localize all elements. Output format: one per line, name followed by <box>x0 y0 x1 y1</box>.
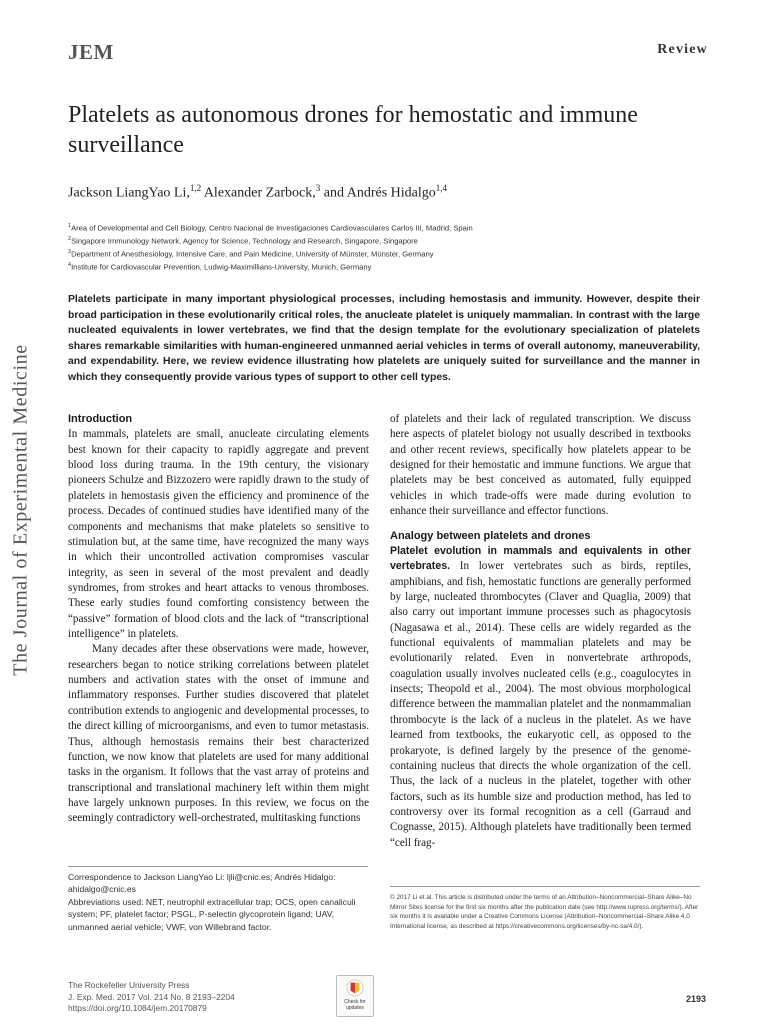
side-journal-title-text: The Journal of Experimental Medicine <box>9 344 32 676</box>
affiliation-item: $^4$Institute for Cardiovascular Prevention, Ludwig-Maximillians-University, Munich, Germany <box>68 261 372 272</box>
side-journal-title <box>6 330 36 690</box>
section-heading-introduction: Introduction <box>68 413 133 425</box>
publisher-info <box>68 980 235 1015</box>
paragraph: of platelets and their lack of regulated transcription. We discuss here aspects of platelet biology not usually described in textbooks and other recent reviews, specifically how platelets appear to be designed for their hemostatic and immune functions. We argue that platelets may be best conceived as automated, fully equipped vehicles in which trade-offs were made during evolution to enhance their surveillance and effector functions. <box>390 413 691 518</box>
publisher-name: The Rockefeller University Press <box>68 980 190 990</box>
paragraph: In mammals, platelets are small, anucleate circulating elements best known for their capacity to rapidly aggregate and prevent blood loss during trauma. In the 19th century, the visionary pioneers Schulze and Bizzozero were rapidly drawn to the study of platelets in hemostasis given the efficiency and prominence of the process. Decades of continued studies have identified many of the components and mechanisms that make platelets so sensitive to stimulation but, at the same time, have recognized the many ways in which their uncontrolled activation compromises vascular integrity, as seen in several of the most prevalent and deadly syndromes, from strokes and heart attacks to venous thromboses. These early studies found comforting consistency between the “passive” formation of blood clots and the lack of “transcriptional intelligence” in platelets. <box>68 428 369 641</box>
abbreviations-note: Abbreviations used: NET, neutrophil extracellular trap; OCS, open canaliculi system; PF, platelet factor; PSGL, P-selectin glycoprotein ligand; UAV, unmanned aerial vehicle; VWF, von Willebrand factor. <box>68 897 356 932</box>
section-tag: Review <box>657 42 708 57</box>
footnote-divider <box>68 866 368 867</box>
author-name: Alexander Zarbock, <box>201 185 316 201</box>
license-divider <box>390 886 700 887</box>
paragraph-evolution <box>390 544 691 851</box>
crossmark-label: Check for updates <box>344 999 366 1011</box>
license-note: © 2017 Li et al. This article is distributed under the terms of an Attribution–Noncommercial–Share Alike–No Mirror Sites license for the first six months after the publication date (see http://www.rupress.org/terms/). After six months it is available under a Creative Commons License (Attribution–Noncommercial–Share Alike 4.0 International license, as described at https://creativecommons.org/licenses/by-nc-sa/4.0/). <box>390 894 699 930</box>
author-affiliation-sup: 1,4 <box>435 183 448 193</box>
body-column-left <box>68 412 369 827</box>
crossmark-icon <box>346 979 364 997</box>
doi-link[interactable]: https://doi.org/10.1084/jem.20170879 <box>68 1003 207 1014</box>
check-for-updates-badge[interactable] <box>336 975 374 1017</box>
author-name: and Andrés Hidalgo <box>320 185 436 201</box>
correspondence-note: Correspondence to Jackson LiangYao Li: ljli@cnic.es; Andrés Hidalgo: ahidalgo@cnic.es <box>68 872 336 895</box>
author-affiliation-sup: 3 <box>315 183 321 193</box>
author-affiliation-sup: 1,2 <box>189 183 202 193</box>
affiliation-item: $^2$Singapore Immunology Network, Agency for Science, Technology and Research, Singapore, Singapore <box>68 235 418 246</box>
abstract: Platelets participate in many important physiological processes, including hemostasis and immunity. However, despite their broad participation in these evolutionarily critical roles, the anucleate platelet is uniquely mammalian. In contrast with the large nucleated equivalents in lower vertebrates, we find that the design template for the evolutionary specialization of platelets shares remarkable similarities with human-engineered unmanned aerial vehicles in terms of overall autonomy, maneuverability, and expendability. Here, we review evidence illustrating how platelets are uniquely suited for surveillance and the manner in which they consequently provide various types of support to other cell types. <box>68 294 700 383</box>
run-in-heading: Platelet evolution in mammals and equivalents in other vertebrates. <box>390 544 691 573</box>
paragraph: Many decades after these observations were made, however, researchers began to notice striking correlations between platelet numbers and activation states with the onset of immune and inflammatory responses. Further studies discovered that platelet contribution extends to angiogenic and developmental processes, to the direct killing of microorganisms, and even to tumor metastasis. Thus, although hemostasis remains their best characterized function, we now know that platelets are used for many additional tasks in the organism. It follows that the vast array of proteins and transcriptional and translational machinery left within them might have largely unknown purposes. In this review, we focus on the seemingly contradictory well-orchestrated, multitasking functions <box>68 643 369 825</box>
affiliation-item: $^1$Area of Developmental and Cell Biology, Centro Nacional de Investigaciones Cardiovasculares Carlos III, Madrid, Spain <box>68 223 473 233</box>
author-list <box>68 183 447 202</box>
affiliation-item: $^3$Department of Anesthesiology, Intensive Care, and Pain Medicine, University of Münster, Münster, Germany <box>68 248 434 259</box>
author-name: Jackson LiangYao Li, <box>68 185 190 201</box>
article-title: Platelets as autonomous drones for hemostatic and immune surveillance <box>68 102 638 158</box>
citation-line: J. Exp. Med. 2017 Vol. 214 No. 8 2193–2204 <box>68 991 235 1002</box>
journal-logo: JEM <box>68 40 114 64</box>
affiliation-list <box>68 221 708 273</box>
paragraph-text: In lower vertebrates such as birds, reptiles, amphibians, and fish, hemostatic functions are generally performed by large, nucleated thrombocytes (Claver and Quaglia, 2009) that also carry out important immune processes such as phagocytosis (Nagasawa et al., 2014). These cells are widely regarded as the functional equivalents of mammalian platelets and may be evolutionarily related. Even in nonvertebrate arthropods, coagulation usually involves nucleated cells (e.g., coagulocytes in insects; Theopold et al., 2004). The most obvious morphological difference between the mammalian platelet and the nonmammalian thrombocyte is the lack of a nucleus in the platelet. As we have learned from textbooks, the eukaryotic cell, as opposed to the prokaryote, is defined largely by the presence of the genome-containing nucleus that directs the whole organization of the cell. Thus, the lack of a nucleus in the platelet, together with other factors, such as its humble size and production method, has led to controversy over its formal recognition as a cell (Garraud and Cognasse, 2015). Although platelets have traditionally been termed “cell frag- <box>390 560 691 849</box>
section-heading-analogy: Analogy between platelets and drones <box>390 529 591 542</box>
body-column-right <box>390 412 691 851</box>
page-number: 2193 <box>685 994 706 1004</box>
